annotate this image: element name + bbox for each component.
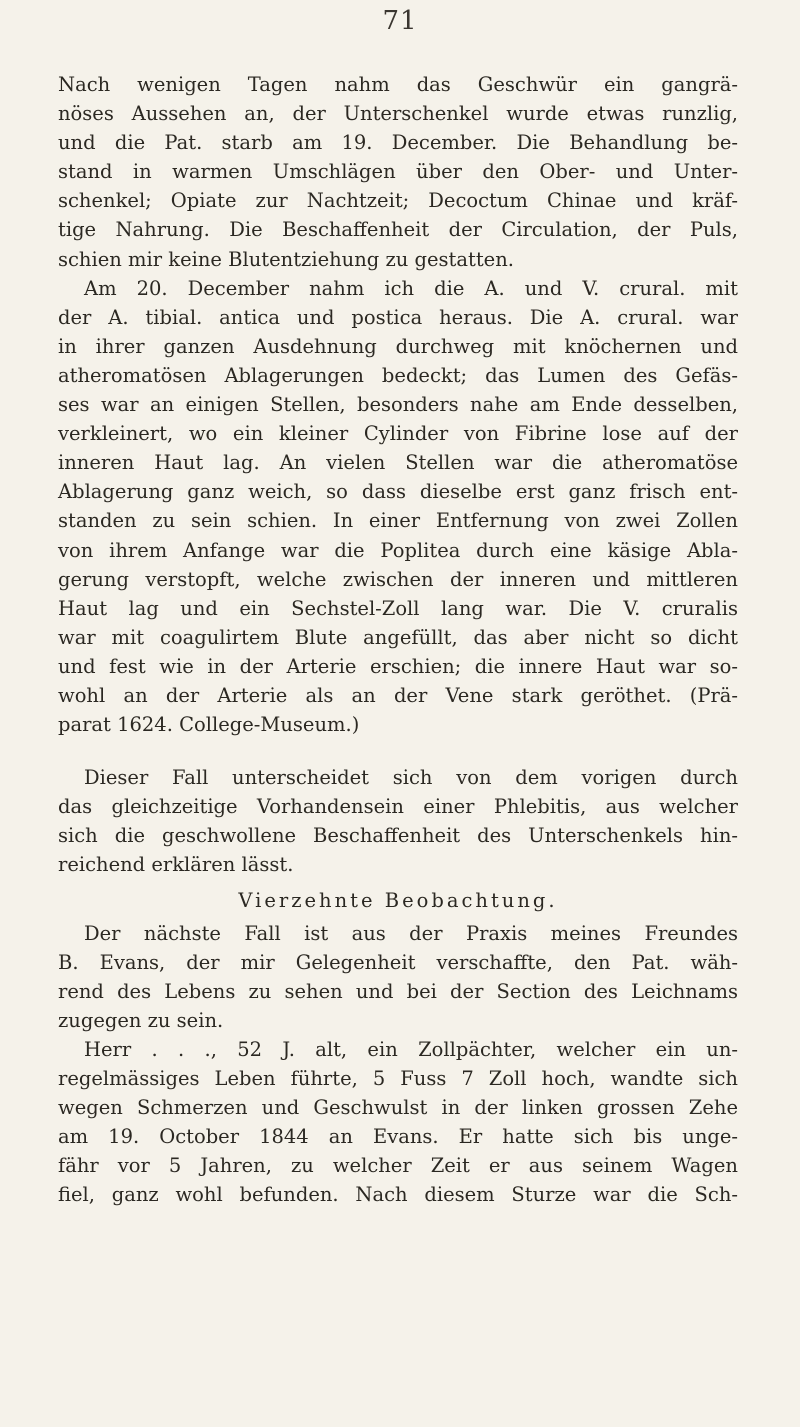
text-line: sich die geschwollene Beschaffenheit des Unterschenkels hin-	[58, 824, 738, 848]
paragraph	[58, 274, 738, 740]
text-line: nöses Aussehen an, der Unterschenkel wurde etwas runzlig,	[58, 102, 738, 126]
text-line: ses war an einigen Stellen, besonders nahe am Ende desselben,	[58, 393, 738, 417]
paragraph	[58, 70, 738, 274]
text-line: atheromatösen Ablagerungen bedeckt; das Lumen des Gefäs-	[58, 363, 738, 387]
text-line: von ihrem Anfange war die Poplitea durch eine käsige Abla-	[58, 538, 738, 562]
paragraph	[58, 1035, 738, 1210]
text-line: Dieser Fall unterscheidet sich von dem vorigen durch	[84, 766, 738, 790]
text-line: tige Nahrung. Die Beschaffenheit der Circulation, der Puls,	[58, 218, 738, 242]
text-line: fiel, ganz wohl befunden. Nach diesem Sturze war die Sch-	[58, 1183, 738, 1207]
text-line: Am 20. December nahm ich die A. und V. crural. mit	[84, 276, 738, 300]
text-line: Ablagerung ganz weich, so dass dieselbe erst ganz frisch ent-	[58, 480, 738, 504]
text-line: parat 1624. College-Museum.)	[58, 713, 360, 737]
paragraph	[58, 763, 738, 879]
text-line: B. Evans, der mir Gelegenheit verschaffte, den Pat. wäh-	[58, 950, 738, 974]
section-heading: Vierzehnte Beobachtung.	[238, 888, 558, 912]
text-line: Haut lag und ein Sechstel-Zoll lang war. Die V. cruralis	[58, 596, 738, 620]
text-line: das gleichzeitige Vorhandensein einer Phlebitis, aus welcher	[58, 795, 738, 819]
text-line: am 19. October 1844 an Evans. Er hatte sich bis unge-	[58, 1125, 738, 1149]
text-line: stand in warmen Umschlägen über den Ober- und Unter-	[58, 160, 738, 184]
text-line: reichend erklären lässt.	[58, 853, 294, 877]
text-line: Herr . . ., 52 J. alt, ein Zollpächter, welcher ein un-	[84, 1038, 738, 1061]
text-line: rend des Lebens zu sehen und bei der Section des Leichnams	[58, 979, 738, 1003]
text-line: Nach wenigen Tagen nahm das Geschwür ein gangrä-	[58, 73, 738, 96]
text-line: war mit coagulirtem Blute angefüllt, das aber nicht so dicht	[58, 625, 738, 649]
page-number: 71	[382, 6, 418, 36]
text-line: standen zu sein schien. In einer Entfernung von zwei Zollen	[58, 509, 738, 533]
text-line: fähr vor 5 Jahren, zu welcher Zeit er aus seinem Wagen	[58, 1154, 738, 1178]
text-line: in ihrer ganzen Ausdehnung durchweg mit knöchernen und	[58, 334, 738, 358]
text-line: verkleinert, wo ein kleiner Cylinder von Fibrine lose auf der	[58, 422, 738, 446]
text-line: Der nächste Fall ist aus der Praxis meines Freundes	[84, 921, 738, 945]
text-line: und die Pat. starb am 19. December. Die Behandlung be-	[58, 131, 738, 155]
text-line: inneren Haut lag. An vielen Stellen war die atheromatöse	[58, 451, 738, 475]
text-line: schien mir keine Blutentziehung zu gestatten.	[58, 247, 514, 271]
text-line: der A. tibial. antica und postica heraus. Die A. crural. war	[58, 305, 738, 329]
body-text	[58, 70, 738, 1210]
text-line: und fest wie in der Arterie erschien; die innere Haut war so-	[58, 654, 738, 678]
text-line: wegen Schmerzen und Geschwulst in der linken grossen Zehe	[58, 1096, 738, 1120]
paragraph	[58, 919, 738, 1035]
text-line: wohl an der Arterie als an der Vene stark geröthet. (Prä-	[58, 683, 738, 707]
text-line: gerung verstopft, welche zwischen der inneren und mittleren	[58, 567, 738, 591]
text-line: regelmässiges Leben führte, 5 Fuss 7 Zoll hoch, wandte sich	[58, 1067, 738, 1091]
text-line: zugegen zu sein.	[58, 1008, 224, 1032]
text-line: schenkel; Opiate zur Nachtzeit; Decoctum Chinae und kräf-	[58, 189, 738, 213]
